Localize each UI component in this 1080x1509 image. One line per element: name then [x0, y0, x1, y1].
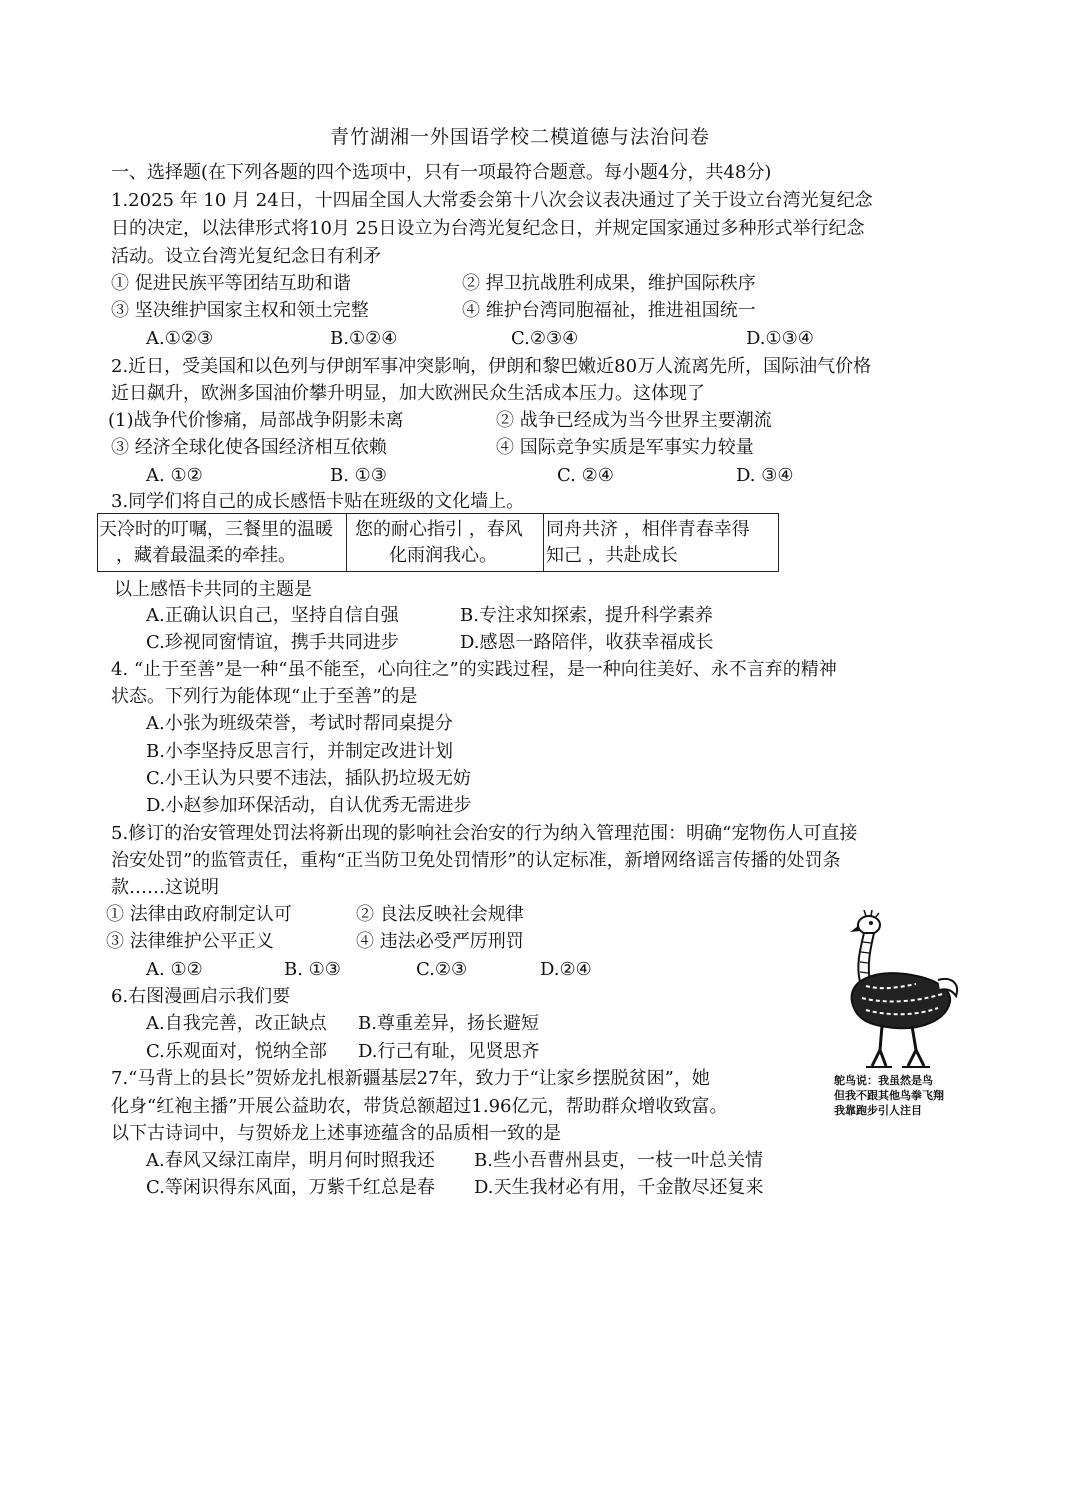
- ostrich-icon: [826, 910, 976, 1070]
- q7-option-d: D.天生我材必有用，千金散尽还复来: [474, 1177, 764, 1198]
- q7-stem-line1: 7.“马背上的县长”贺娇龙扎根新疆基层27年，致力于“让家乡摆脱贫困”，她: [111, 1068, 710, 1089]
- q1-statement-1: ① 促进民族平等团结互助和谐: [111, 273, 351, 294]
- q3-stem-line1: 3.同学们将自己的成长感悟卡贴在班级的文化墙上。: [111, 491, 525, 512]
- q7-option-c: C.等闲识得东风面，万紫千红总是春: [146, 1177, 435, 1198]
- q7-option-a: A.春风又绿江南岸，明月何时照我还: [146, 1150, 435, 1171]
- q3-option-b: B.专注求知探索，提升科学素养: [460, 605, 713, 626]
- growth-card-1: [97, 513, 347, 572]
- q2-option-d: D. ③④: [736, 465, 794, 486]
- q1-stem-line1: 1.2025 年 10 月 24日，十四届全国人大常委会第十八次会议表决通过了关于设立台湾光复纪念: [111, 190, 873, 211]
- q5-option-c: C.②③: [416, 959, 468, 980]
- q4-stem-line2: 状态。下列行为能体现“止于至善”的是: [111, 686, 418, 707]
- q7-stem-line2: 化身“红袍主播”开展公益助农，带货总额超过1.96亿元，帮助群众增收致富。: [111, 1096, 728, 1117]
- q5-statement-1: ① 法律由政府制定认可: [106, 904, 292, 925]
- growth-card-2: [346, 513, 544, 572]
- q1-option-d: D.①③④: [746, 328, 814, 349]
- q7-stem-line3: 以下古诗词中，与贺娇龙上述事迹蕴含的品质相一致的是: [111, 1123, 561, 1144]
- q6-stem-line1: 6.右图漫画启示我们要: [111, 986, 291, 1007]
- q2-statement-3: ③ 经济全球化使各国经济相互依赖: [111, 437, 387, 458]
- q1-statement-3: ③ 坚决维护国家主权和领土完整: [111, 300, 369, 321]
- q5-option-d: D.②④: [540, 959, 592, 980]
- q6-option-c: C.乐观面对，悦纳全部: [146, 1041, 327, 1062]
- growth-card-2-line2: 化雨润我心。: [389, 545, 497, 566]
- growth-card-3-line2: 知己 ，共赴成长: [546, 545, 678, 566]
- q3-option-a: A.正确认识自己，坚持自信自强: [146, 605, 399, 626]
- q4-stem-line1: 4. “止于至善”是一种“虽不能至，心向往之”的实践过程，是一种向往美好、永不言弃的精神: [111, 659, 837, 680]
- q5-statement-2: ② 良法反映社会规律: [356, 904, 524, 925]
- q2-statement-4: ④ 国际竞争实质是军事实力较量: [496, 437, 754, 458]
- q1-statement-2: ② 捍卫抗战胜利成果，维护国际秩序: [462, 273, 756, 294]
- q1-statement-4: ④ 维护台湾同胞福祉，推进祖国统一: [462, 300, 756, 321]
- q3-stem-line2: 以上感悟卡共同的主题是: [114, 579, 312, 600]
- q6-option-d: D.行己有耻，见贤思齐: [358, 1041, 540, 1062]
- cartoon-caption-line3: 我靠跑步引人注目: [834, 1104, 922, 1117]
- q2-option-b: B. ①③: [330, 465, 387, 486]
- q2-option-a: A. ①②: [146, 465, 203, 486]
- q5-option-b: B. ①③: [284, 959, 341, 980]
- q2-option-c: C. ②④: [557, 465, 614, 486]
- q1-stem-line2: 日的决定，以法律形式将10月 25日设立为台湾光复纪念日，并规定国家通过多种形式举行纪念: [111, 218, 865, 239]
- q7-option-b: B.些小吾曹州县吏，一枝一叶总关情: [474, 1150, 763, 1171]
- q4-option-a: A.小张为班级荣誉，考试时帮同桌提分: [146, 713, 453, 734]
- q3-option-d: D.感恩一路陪伴，收获幸福成长: [460, 632, 714, 653]
- q4-option-c: C.小王认为只要不违法，插队扔垃圾无妨: [146, 768, 471, 789]
- q6-option-b: B.尊重差异，扬长避短: [358, 1013, 539, 1034]
- q6-option-a: A.自我完善，改正缺点: [146, 1013, 327, 1034]
- q5-statement-3: ③ 法律维护公平正义: [106, 931, 274, 952]
- page-title: 青竹湖湘一外国语学校二模道德与法治问卷: [330, 126, 711, 148]
- growth-card-1-line1: 天冷时的叮嘱，三餐里的温暖: [99, 519, 333, 540]
- growth-card-2-line1: 您的耐心指引 ，春风: [355, 519, 523, 540]
- growth-card-3: [543, 513, 779, 572]
- q2-statement-2: ② 战争已经成为当今世界主要潮流: [496, 410, 772, 431]
- cartoon-caption-line2: 但我不跟其他鸟拳飞翔: [834, 1089, 944, 1102]
- q1-option-a: A.①②③: [146, 328, 214, 349]
- q4-option-d: D.小赵参加环保活动，自认优秀无需进步: [146, 795, 472, 816]
- q1-stem-line3: 活动。设立台湾光复纪念日有利矛: [111, 246, 381, 267]
- q5-stem-line3: 款……这说明: [111, 877, 219, 898]
- section-heading: 一、选择题(在下列各题的四个选项中，只有一项最符合题意。每小题4分，共48分): [111, 162, 772, 183]
- q5-statement-4: ④ 违法必受严厉刑罚: [356, 931, 524, 952]
- q1-option-c: C.②③④: [511, 328, 579, 349]
- q5-option-a: A. ①②: [146, 959, 203, 980]
- growth-card-1-line2: ，藏着最温柔的牵挂。: [116, 545, 296, 566]
- q2-stem-line1: 2.近日，受美国和以色列与伊朗军事冲突影响，伊朗和黎巴嫩近80万人流离先所，国际油气价格: [111, 356, 872, 377]
- q5-stem-line2: 治安处罚”的监管责任，重构“正当防卫免处罚情形”的认定标准，新增网络谣言传播的处罚条: [111, 850, 841, 871]
- growth-card-3-line1: 同舟共济 ，相伴青春幸得: [546, 519, 750, 540]
- q1-option-b: B.①②④: [330, 328, 398, 349]
- q4-option-b: B.小李坚持反思言行，并制定改进计划: [146, 741, 453, 762]
- cartoon-caption-line1: 鸵鸟说：我虽然是鸟: [834, 1074, 933, 1087]
- q3-option-c: C.珍视同窗情谊，携手共同进步: [146, 632, 399, 653]
- q2-stem-line2: 近日飙升，欧洲多国油价攀升明显，加大欧洲民众生活成本压力。这体现了: [111, 383, 705, 404]
- q5-stem-line1: 5.修订的治安管理处罚法将新出现的影响社会治安的行为纳入管理范围：明确“宠物伤人可直接: [111, 823, 858, 844]
- q2-statement-1: (1)战争代价惨痛，局部战争阴影未离: [108, 410, 404, 431]
